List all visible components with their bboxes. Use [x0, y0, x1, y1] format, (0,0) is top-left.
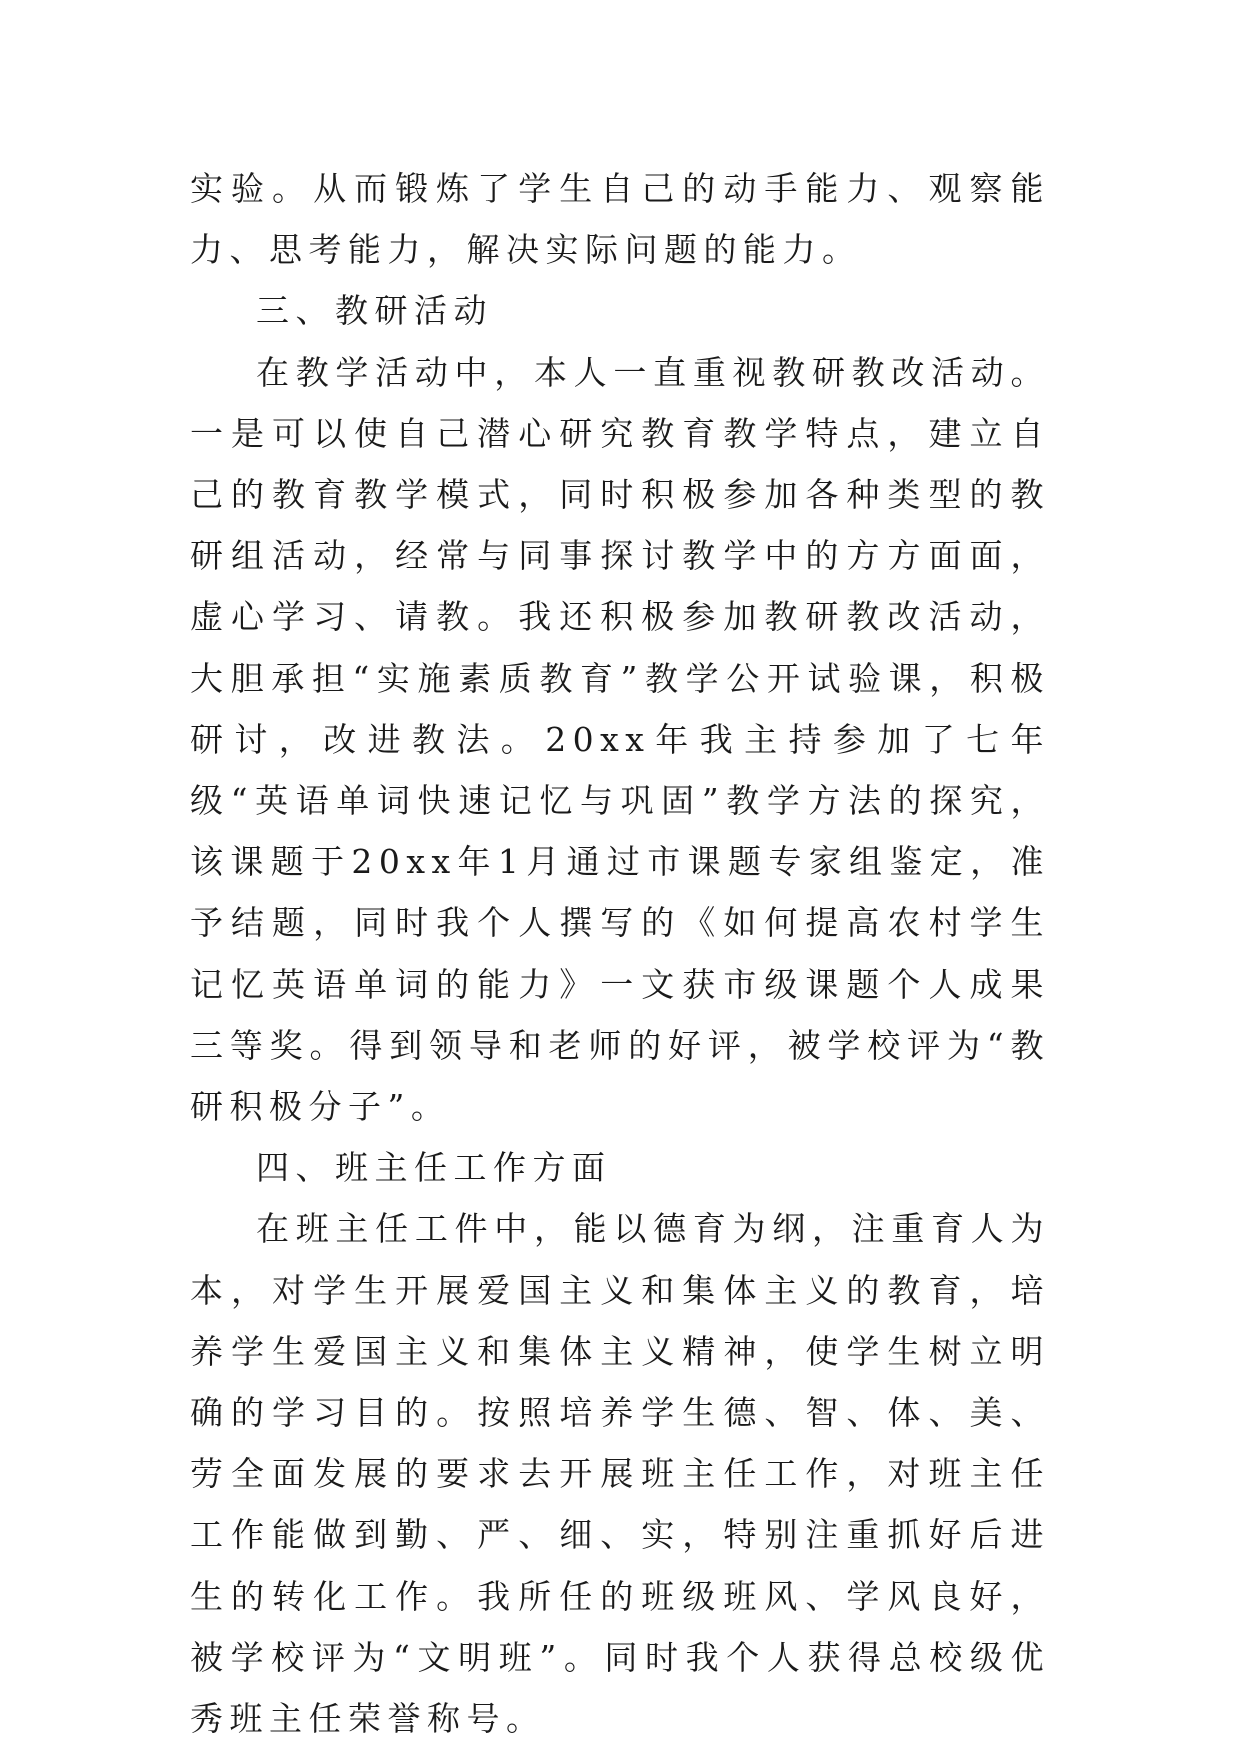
paragraph-teaching-research: 在教学活动中，本人一直重视教研教改活动。一是可以使自己潜心研究教育教学特点，建立自己的教育教学模式，同时积极参加各种类型的教研组活动，经常与同事探讨教学中的方方面面，虚心学习、请教。我还积极参加教研教改活动，大胆承担“实施素质教育”教学公开试验课，积极研讨，改进教法。20xx年我主持参加了七年级“英语单词快速记忆与巩固”教学方法的探究，该课题于20xx年1月通过市课题专家组鉴定，准予结题，同时我个人撰写的《如何提高农村学生记忆英语单词的能力》一文获市级课题个人成果三等奖。得到领导和老师的好评，被学校评为“教研积极分子”。 [190, 352, 1050, 1127]
paragraph-continuation: 实验。从而锻炼了学生自己的动手能力、观察能力、思考能力，解决实际问题的能力。 [190, 169, 1050, 270]
paragraph-class-teacher: 在班主任工件中，能以德育为纲，注重育人为本，对学生开展爱国主义和集体主义的教育，培养学生爱国主义和集体主义精神，使学生树立明确的学习目的。按照培养学生德、智、体、美、劳全面发展的要求去开展班主任工作，对班主任工作能做到勤、严、细、实，特别注重抓好后进生的转化工作。我所任的班级班风、学风良好，被学校评为“文明班”。同时我个人获得总校级优秀班主任荣誉称号。 [190, 1209, 1050, 1739]
document-body [190, 158, 1050, 1749]
section-heading-teaching-research: 三、教研活动 [256, 291, 493, 331]
section-heading-class-teacher: 四、班主任工作方面 [256, 1148, 612, 1188]
